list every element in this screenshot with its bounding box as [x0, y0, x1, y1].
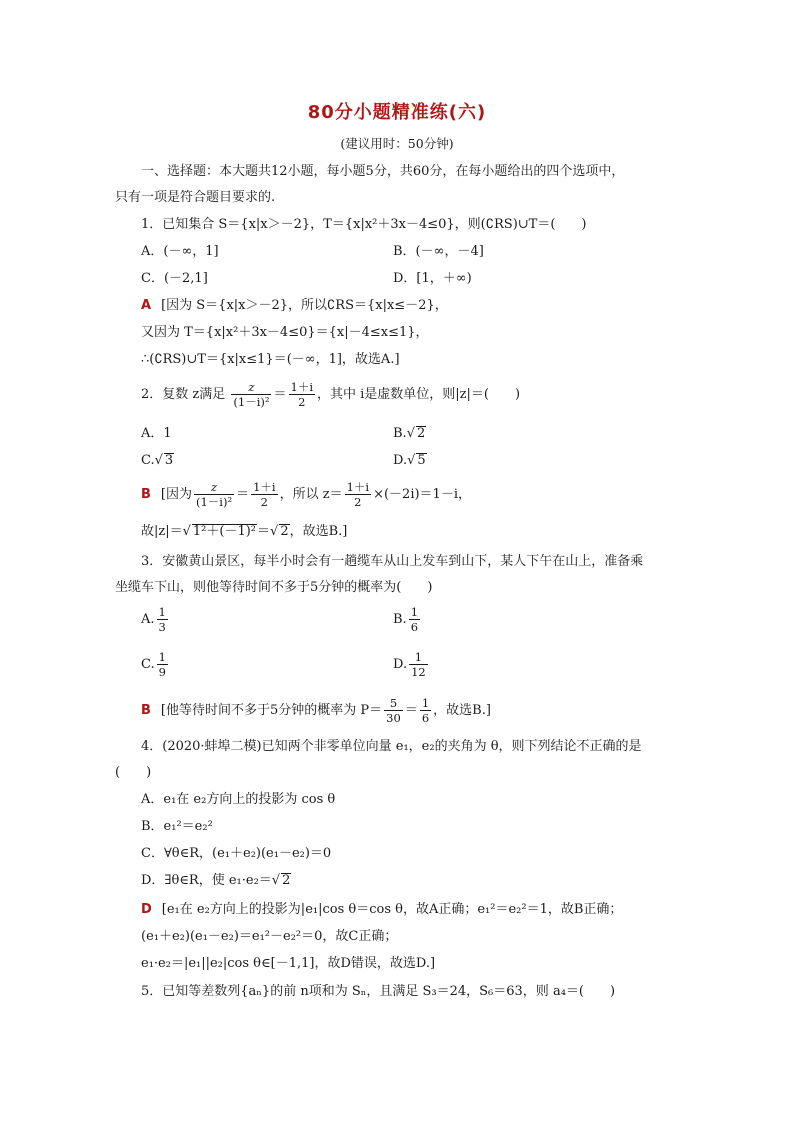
q4-option-a: A．e₁在 e₂方向上的投影为 cos θ [141, 792, 336, 807]
q4-stem-line-2: ( ) [115, 765, 152, 780]
q1-answer-letter: A [141, 298, 152, 313]
q2-fraction-z: $\frac{z}{\text{(1－i)²}}$ [233, 380, 270, 409]
q2-fraction-1plusi: $\frac{1+i}{2}$ [290, 380, 313, 409]
q5-stem: 5．已知等差数列{aₙ}的前 n项和为 Sₙ，且满足 S₃＝24，S₆＝63，则 a₄＝( ) [141, 984, 616, 999]
q3-stem-line-1: 3．安徽黄山景区，每半小时会有一趟缆车从山上发车到山下，某人下午在山上，准备乘 [141, 554, 644, 569]
q3-option-c: C. $\frac{1}{9}$ [141, 650, 166, 679]
page-subtitle: (建议用时：50分钟) [340, 136, 454, 151]
q3-option-a: A. $\frac{1}{3}$ [141, 605, 166, 634]
page-title: 80分小题精准练(六) [307, 102, 487, 123]
q4-solution-line-1: D [e₁在 e₂方向上的投影为|e₁|cos θ＝cos θ，故A正确；e₁²＝e₂²＝1，故B正确； [141, 902, 623, 917]
q1-solution-line-1: A [因为 S＝{x|x＞－2}，所以∁RS＝{x|x≤－2}， [141, 298, 448, 313]
intro-line-2: 只有一项是符合题目要求的. [115, 190, 276, 205]
q4-solution-line-3: e₁·e₂＝|e₁||e₂|cos θ∈[－1,1]，故D错误，故选D.] [141, 956, 436, 971]
q2-stem: 2．复数 z满足 $\frac{z}{\text{(1－i)²}}$ ＝ $\frac{1+i}{2}$ ，其中 i是虚数单位，则|z|＝( ) [141, 380, 521, 409]
intro-line-1: 一、选择题：本大题共12小题，每小题5分，共60分，在每小题给出的四个选项中， [141, 164, 625, 179]
q3-stem-line-2: 坐缆车下山，则他等待时间不多于5分钟的概率为( ) [115, 580, 433, 595]
q3-solution: B [他等待时间不多于5分钟的概率为 P＝ $\frac{5}{30}$ ＝ $\frac{1}{6}$ ，故选B.] [141, 696, 491, 725]
q2-option-a: A．1 [141, 426, 172, 441]
q3-option-d: D. $\frac{1}{12}$ [393, 650, 426, 679]
q2-option-b: B.√ 2 [393, 426, 426, 441]
q1-option-c: C．(－2,1] [141, 271, 208, 286]
q4-option-b: B．e₁²＝e₂² [141, 819, 213, 834]
q2-answer-letter: B [141, 487, 151, 502]
q2-option-c: C.√ 3 [141, 453, 174, 468]
q2-solution-line-2: 故|z|＝√ 1²＋(－1)²＝√ 2，故选B.] [141, 524, 348, 539]
q1-option-d: D．[1，＋∞) [393, 271, 472, 286]
q4-answer-letter: D [141, 902, 152, 917]
q4-option-c: C．∀θ∈R，(e₁＋e₂)(e₁－e₂)＝0 [141, 846, 332, 861]
q4-solution-line-2: (e₁＋e₂)(e₁－e₂)＝e₁²－e₂²＝0，故C正确； [141, 929, 398, 944]
q1-option-b: B．(－∞，－4] [393, 244, 484, 259]
q1-solution-line-3: ∴(∁RS)∪T＝{x|x≤1}＝(－∞，1]，故选A.] [141, 352, 400, 367]
q4-stem-line-1: 4．(2020·蚌埠二模)已知两个非零单位向量 e₁，e₂的夹角为 θ，则下列结论不正确的是 [141, 739, 642, 754]
q2-solution-line-1: B [因为 $\frac{z}{\text{(1－i)²}}$ ＝ $\frac{1+i}{2}$ ，所以 z＝ $\frac{1+i}{2}$ ×(－2i)＝1－i， [141, 480, 471, 509]
q1-option-a: A．(－∞，1] [141, 244, 219, 259]
q2-option-d: D.√ 5 [393, 453, 426, 468]
q3-answer-letter: B [141, 703, 151, 718]
q1-solution-line-2: 又因为 T＝{x|x²＋3x－4≤0}＝{x|－4≤x≤1}， [141, 325, 429, 340]
q4-option-d: D．∃θ∈R，使 e₁·e₂＝√ 2 [141, 873, 291, 888]
q3-option-b: B. $\frac{1}{6}$ [393, 605, 419, 634]
q1-stem: 1．已知集合 S＝{x|x＞－2}，T＝{x|x²＋3x－4≤0}，则(∁RS)∪T＝( ) [141, 217, 587, 232]
